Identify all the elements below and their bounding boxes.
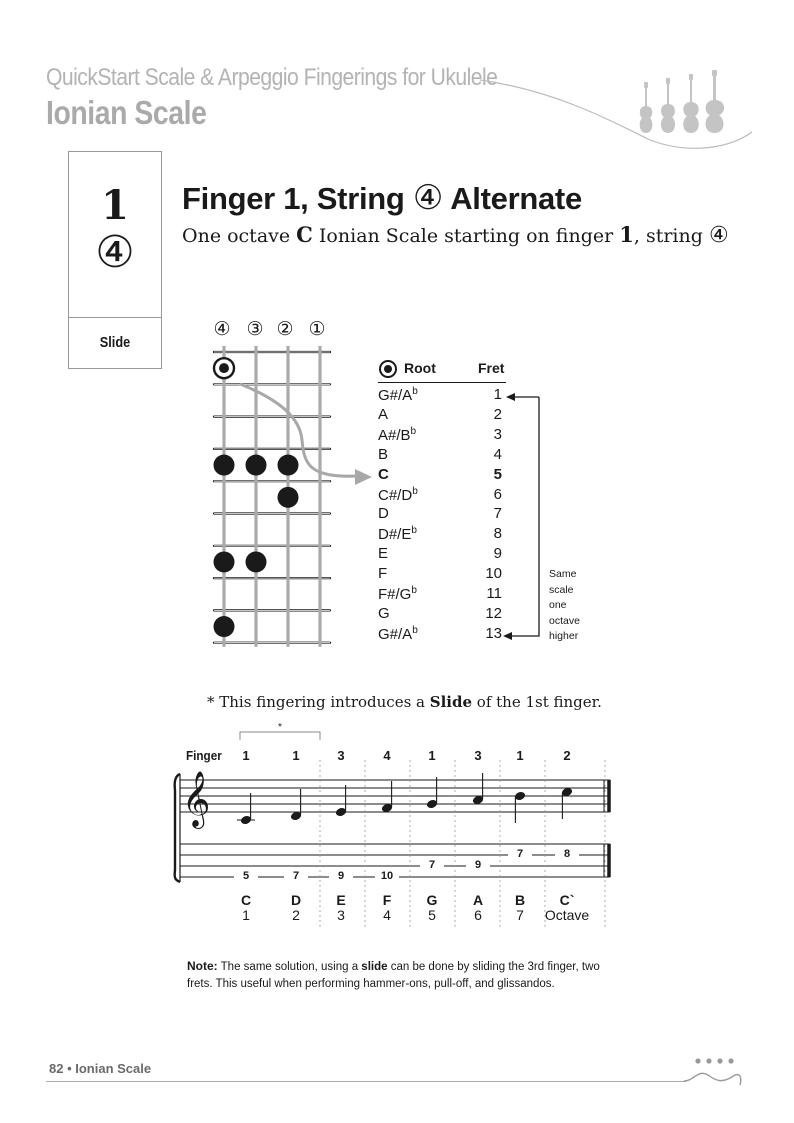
page-title: Ionian Scale [46, 94, 207, 131]
finger-number: 4 [383, 748, 391, 763]
title-part: Alternate [443, 181, 582, 216]
scale-degree: Octave [544, 907, 590, 923]
tab-number: 7 [508, 848, 532, 860]
note-row-name: $G\#/A^b$ [378, 624, 418, 643]
note-row-name: $A\#/B^b$ [378, 425, 417, 444]
finger-number: 1 [428, 748, 436, 763]
slide-intro: * This fingering introduces a Slide of the 1st finger. [207, 693, 602, 711]
finger-dot [214, 616, 235, 637]
box-finger-number: 1 [101, 182, 129, 229]
note-row-name: E [378, 545, 389, 563]
note-row-name: G [378, 604, 390, 622]
slide-word: Slide [429, 693, 473, 711]
ukulele-icon [706, 70, 725, 133]
finger-number: 1 [242, 748, 250, 763]
final-barlines [604, 780, 609, 877]
scale-degree: 2 [292, 907, 300, 923]
note-row-fret: 3 [493, 425, 502, 443]
title-string-number: ④ [412, 178, 444, 218]
tab-number: 5 [234, 870, 258, 882]
note-slide-word: slide [361, 961, 388, 973]
note-paragraph: Note: The same solution, using a slide can be done by sliding the 3rd finger, two frets. This useful when performing hammer-ons, pull-off, and glissandos. [187, 959, 600, 990]
subtitle-string-number: ④ [708, 223, 729, 248]
system-brace [175, 774, 180, 882]
note-name: E [336, 892, 346, 908]
note-name: B [514, 892, 526, 908]
note-name: A [472, 892, 484, 908]
finger-number: 1 [516, 748, 524, 763]
finger-dot [246, 455, 267, 476]
finger-number: 2 [563, 748, 571, 763]
subtitle-finger: 1 [619, 222, 634, 247]
note-row-name: $D\#/E^b$ [378, 525, 417, 544]
finger-dot [246, 551, 267, 572]
note-name: C [240, 892, 252, 908]
fret-lines [214, 352, 330, 643]
finger-row-label: Finger [186, 748, 222, 763]
string-label: ③ [246, 318, 264, 340]
flat-sign: b [411, 525, 417, 537]
note-row-fret: 7 [493, 505, 502, 523]
note-row-fret: 4 [493, 445, 502, 463]
note-row-fret: 8 [493, 525, 502, 543]
title-part: Finger 1, String [182, 181, 413, 216]
string-label: ② [276, 318, 294, 340]
staff-notes [237, 773, 573, 825]
note-name: D [290, 892, 302, 908]
note-row-name: $C\#/D^b$ [378, 485, 418, 504]
scale-degree: 3 [337, 907, 345, 923]
slide-arrow-head [355, 469, 372, 485]
note-row-name: F [378, 565, 388, 583]
note-row-name: B [378, 445, 389, 463]
box-string-number: ④ [95, 227, 135, 278]
footer-ornament [680, 1055, 750, 1090]
tab-number: 7 [284, 870, 308, 882]
string-lines [224, 346, 320, 647]
ukulele-icon [640, 82, 653, 133]
root-dot-center [219, 363, 229, 373]
finger-number: 3 [337, 748, 345, 763]
finger-number: 3 [474, 748, 482, 763]
box-technique-label: Slide [99, 334, 131, 351]
flat-sign: b [410, 425, 417, 437]
finger-dot [214, 551, 235, 572]
finger-dot [214, 455, 235, 476]
ukulele-icon [683, 74, 699, 133]
book-subtitle: QuickStart Scale & Arpeggio Fingerings for Ukulele [46, 64, 498, 91]
note-row-fret: 10 [485, 565, 502, 583]
note-row-name: A [378, 405, 389, 423]
fretboard-diagram [200, 340, 400, 650]
note-row-fret: 11 [486, 585, 502, 602]
finger-number: 1 [292, 748, 300, 763]
ukulele-icons [640, 70, 724, 133]
treble-clef-icon: 𝄞 [182, 771, 211, 827]
section-subtitle: One octave C Ionian Scale starting on finger 1, string ④ [182, 222, 729, 248]
scale-degree: 4 [383, 907, 391, 923]
tab-number: 7 [420, 859, 444, 871]
note-row-fret: 6 [493, 485, 502, 503]
note-name: F [382, 892, 392, 908]
slide-bracket [236, 722, 326, 742]
note-row-fret: 2 [493, 405, 502, 423]
subtitle-key: C [296, 222, 313, 247]
note-row-fret: 1 [493, 386, 502, 403]
note-row-name: $G\#/A^b$ [378, 386, 418, 404]
finger-dot [278, 455, 299, 476]
tab-number: 8 [555, 848, 579, 860]
finger-dot [278, 487, 299, 508]
flat-sign: b [412, 624, 418, 636]
header-decoration [460, 60, 760, 155]
footer-rule [46, 1081, 686, 1082]
string-label: ④ [213, 318, 231, 340]
bracket-note: Same scale one octave higher [549, 568, 580, 642]
note-row-name: C [378, 465, 389, 483]
root-symbol-icon [379, 360, 397, 378]
flat-sign: b [412, 386, 418, 397]
note-name: C` [559, 892, 575, 908]
tab-number: 9 [466, 859, 490, 871]
page-footer: 82 • Ionian Scale [49, 1061, 152, 1076]
box-divider [68, 317, 162, 318]
tab-number: 10 [375, 870, 399, 882]
scale-degree: 7 [516, 907, 524, 923]
flat-sign: b [411, 585, 417, 596]
note-row-name: D [378, 505, 389, 523]
tab-number: 9 [329, 870, 353, 882]
scale-degree: 1 [242, 907, 250, 923]
note-row-fret: 5 [493, 465, 502, 483]
note-row-fret: 12 [485, 604, 502, 622]
staff-lines [180, 780, 610, 812]
note-row-fret: 13 [485, 624, 502, 642]
bracket-asterisk: * [278, 722, 282, 733]
octave-bracket [500, 385, 550, 645]
section-title [182, 178, 582, 218]
note-label: Note: [187, 959, 218, 973]
root-column-header: Root [404, 360, 436, 376]
scale-degree: 5 [428, 907, 436, 923]
note-row-fret: 9 [493, 545, 502, 563]
note-row-name: $F\#/G^b$ [378, 585, 417, 603]
table-header-rule [378, 382, 506, 383]
string-label: ① [308, 318, 326, 340]
fret-column-header: Fret [478, 360, 505, 376]
flat-sign: b [412, 485, 418, 497]
scale-degree: 6 [474, 907, 482, 923]
ukulele-icon [661, 78, 675, 133]
note-name: G [426, 892, 438, 908]
